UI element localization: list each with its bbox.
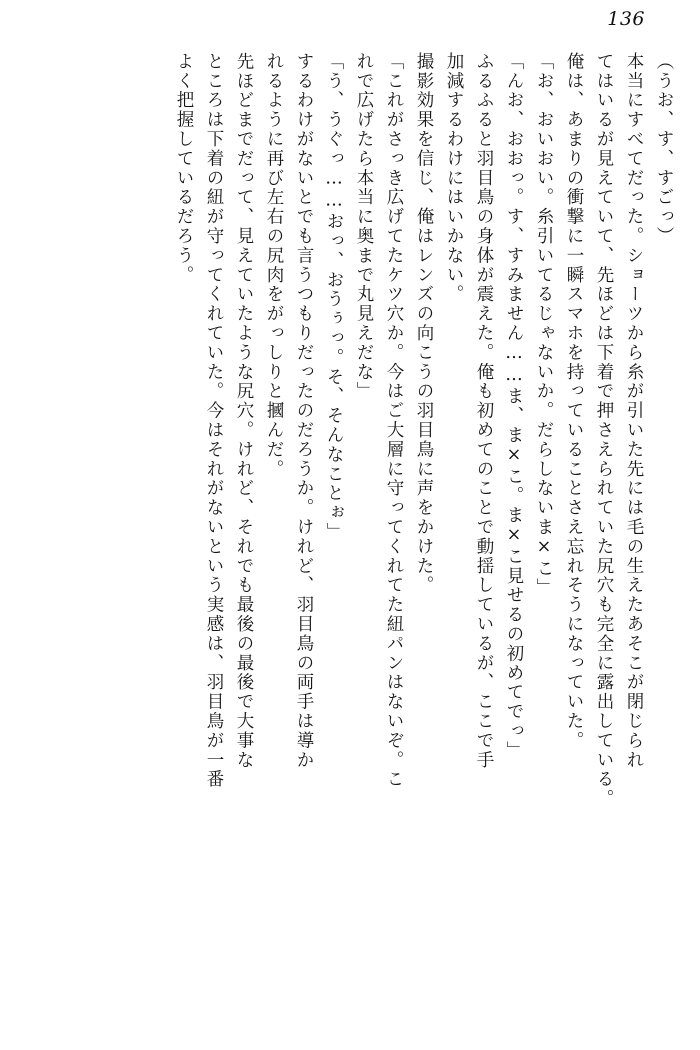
text-column: 「これがさっき広げてたケツ穴か。今はご大層に守ってくれてた紐パンはないぞ。こ bbox=[384, 52, 404, 790]
vertical-text-body bbox=[30, 52, 672, 1007]
text-column: れで広げたら本当に奥まで丸見えだな」 bbox=[354, 52, 374, 402]
text-column: （うお、す、すごっ） bbox=[654, 52, 674, 246]
text-column: 本当にすべてだった。ショーツから糸が引いた先には毛の生えたあそこが閉じられ bbox=[624, 52, 644, 770]
text-column: 「う、うぐっ……おっ、おうぅっ。そ、そんなことぉ」 bbox=[324, 52, 344, 542]
text-column: するわけがないとでも言うつもりだったのだろうか。けれど、羽目鳥の両手は導か bbox=[294, 52, 314, 770]
text-column: ふるふると羽目鳥の身体が震えた。俺も初めてのことで動揺しているが、ここで手 bbox=[474, 52, 494, 770]
text-column: 撮影効果を信じ、俺はレンズの向こうの羽目鳥に声をかけた。 bbox=[414, 52, 434, 596]
text-column: 「お、おいおい。糸引いてるじゃないか。だらしないま×こ」 bbox=[534, 52, 554, 598]
page-number: 136 bbox=[607, 8, 645, 30]
text-column: れるように再び左右の尻肉をがっしりと摑んだ。 bbox=[264, 52, 284, 479]
text-column: 俺は、あまりの衝撃に一瞬スマホを持っていることさえ忘れそうになっていた。 bbox=[564, 52, 584, 751]
text-column: てはいるが見えていて、先ほどは下着で押さえられていた尻穴も完全に露出している。 bbox=[594, 52, 614, 809]
text-column: 「んお、おおっ。す、すみません……ま、ま×こ。ま×こ見せるの初めてでっ」 bbox=[504, 52, 524, 761]
text-column: 先ほどまでだって、見えていたような尻穴。けれど、それでも最後の最後で大事な bbox=[234, 52, 254, 770]
text-column: ところは下着の紐が守ってくれていた。今はそれがないという実感は、羽目鳥が一番 bbox=[204, 52, 224, 790]
text-column: 加減するわけにはいかない。 bbox=[444, 52, 464, 305]
text-column: よく把握しているだろう。 bbox=[174, 52, 194, 285]
